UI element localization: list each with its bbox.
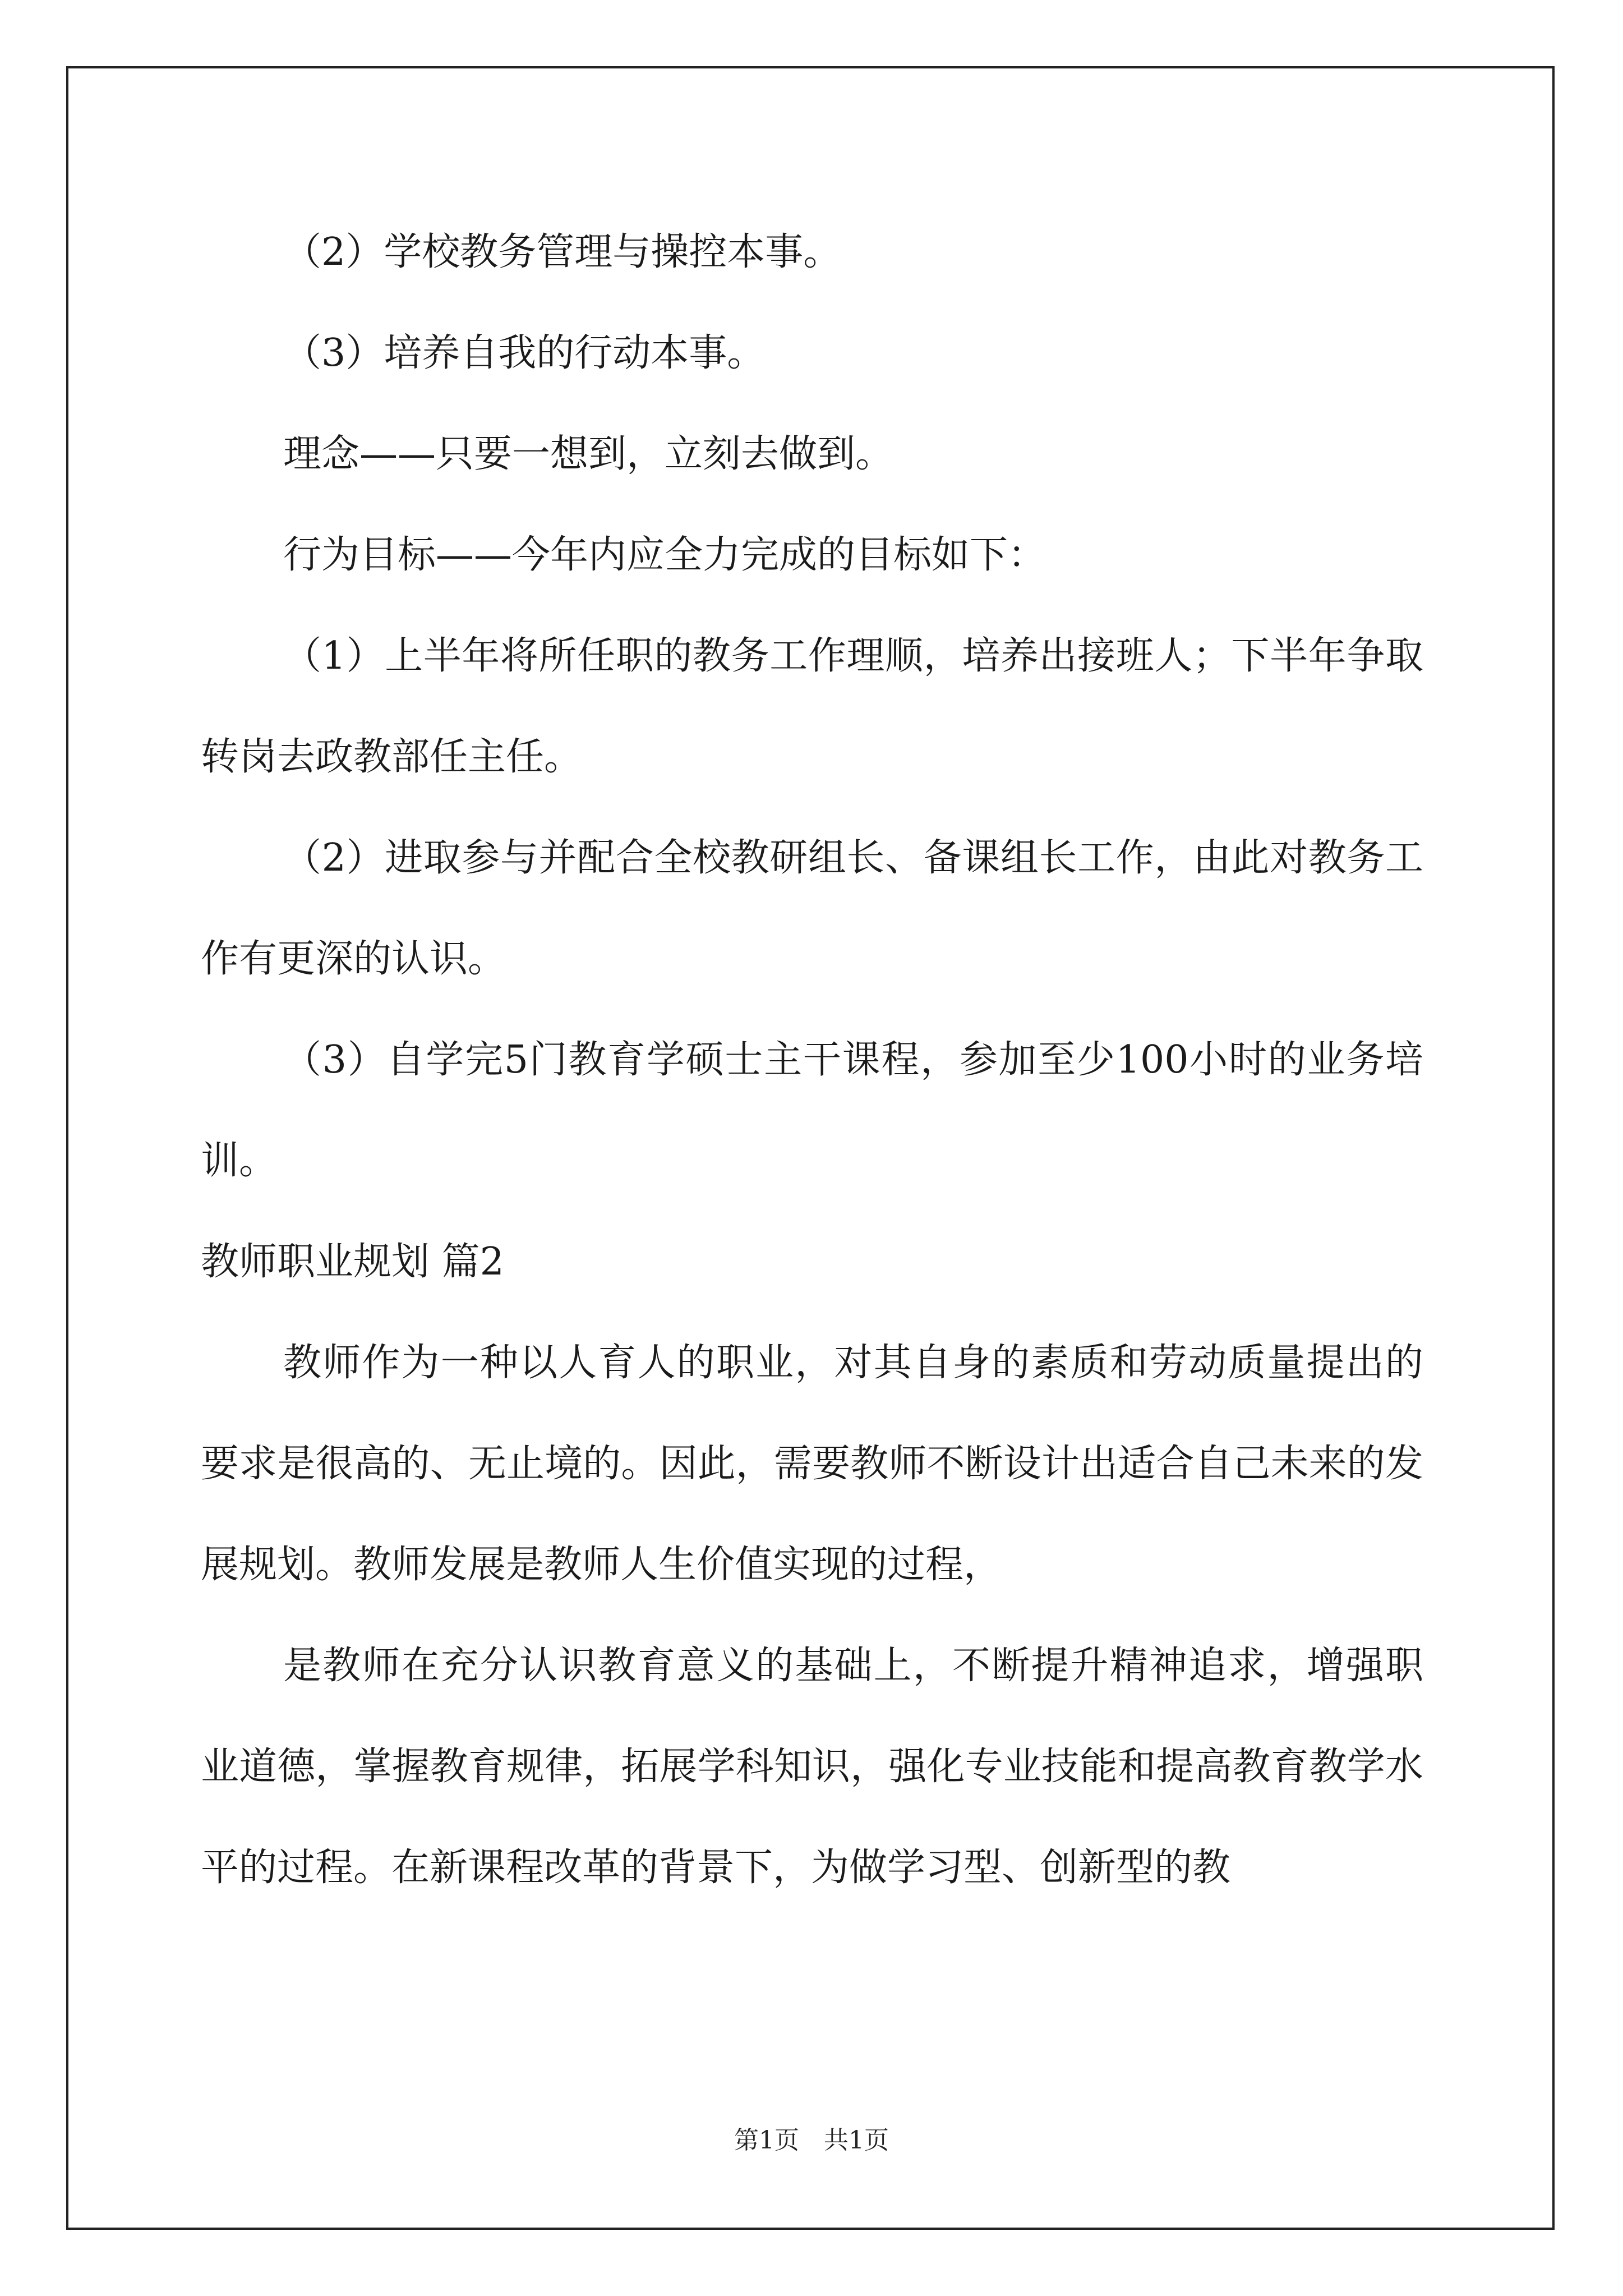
paragraph: （3）自学完5门教育学硕士主干课程，参加至少100小时的业务培训。 [201, 1038, 1423, 1183]
paragraph: 是教师在充分认识教育意义的基础上，不断提升精神追求，增强职业道德，掌握教育规律，拓展学科知识，强化专业技能和提高教育教学水平的过程。在新课程改革的背景下，为做学习型、创新型的教 [201, 1644, 1423, 1890]
paragraph: （1）上半年将所任职的教务工作理顺，培养出接班人；下半年争取转岗去政教部任主任。 [201, 634, 1423, 779]
paragraph: （2）学校教务管理与操控本事。 [283, 230, 842, 274]
paragraph: 行为目标——今年内应全力完成的目标如下： [283, 533, 1046, 577]
paragraph: （3）培养自我的行动本事。 [283, 331, 766, 375]
paragraph: （2）进取参与并配合全校教研组长、备课组长工作，由此对教务工作有更深的认识。 [201, 836, 1423, 981]
section-heading: 教师职业规划 篇2 [201, 1240, 504, 1284]
document-body [201, 202, 1423, 1918]
paragraph: 理念——只要一想到，立刻去做到。 [283, 432, 894, 476]
page-footer: 第1页 共1页 [734, 2126, 889, 2155]
paragraph: 教师作为一种以人育人的职业，对其自身的素质和劳动质量提出的要求是很高的、无止境的。因此，需要教师不断设计出适合自己未来的发展规划。教师发展是教师人生价值实现的过程， [201, 1341, 1423, 1587]
